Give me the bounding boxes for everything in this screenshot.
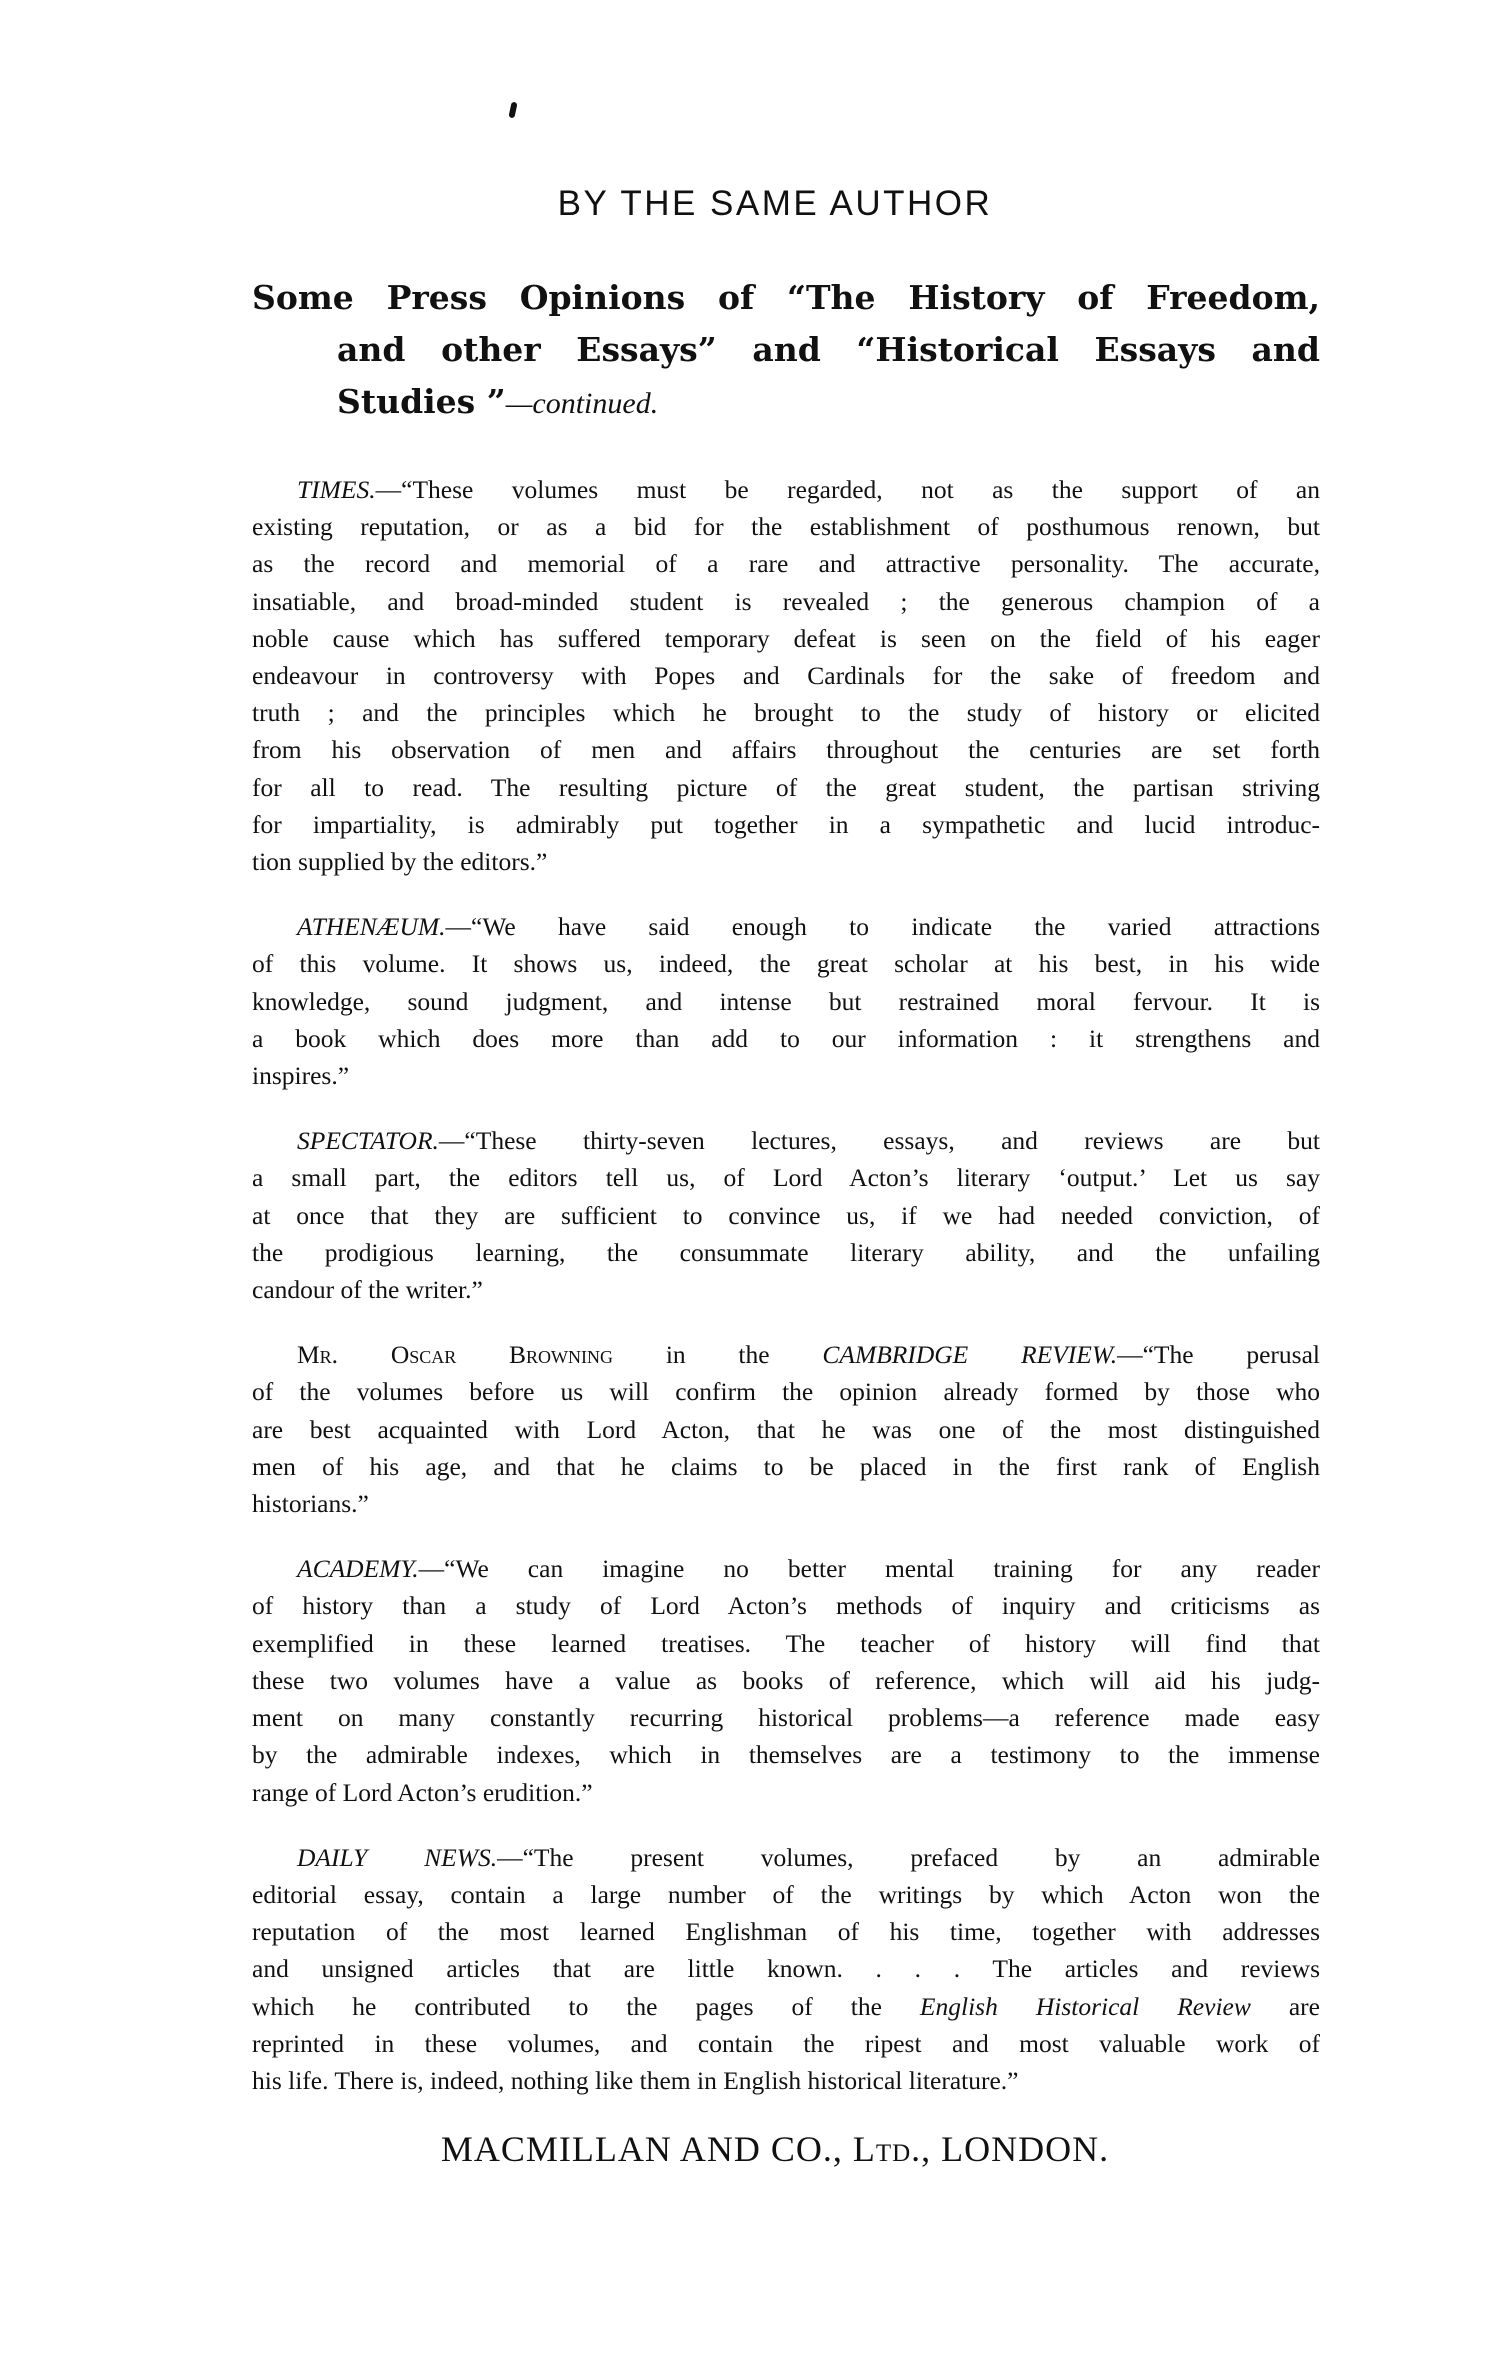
text-line [252, 1550, 1320, 1587]
section-heading [252, 272, 1320, 430]
quote-text: —“We can imagine no better mental training for any reader [418, 1554, 1320, 1584]
quote-text: —“These volumes must be regarded, not as the support of an [375, 475, 1320, 504]
quote-text: at once that they are sufficient to convince us, if we had needed conviction, of [252, 1200, 1320, 1230]
quote-text: historians.” [252, 1489, 369, 1519]
heading-line [252, 376, 1320, 430]
heading-line: and other Essays” and “Historical Essays and [337, 330, 1320, 369]
text-line [252, 945, 1320, 982]
quote-text: inspires.” [252, 1061, 350, 1091]
quote-text: in the [613, 1340, 823, 1370]
continued-label: —continued. [505, 387, 659, 420]
quote-text: his life. There is, indeed, nothing like them in English historical literature.” [252, 2065, 1019, 2095]
quote-text: noble cause which has suffered temporary defeat is seen on the field of his eager [252, 623, 1320, 653]
source-name: CAMBRIDGE REVIEW. [822, 1340, 1118, 1370]
text-line [252, 1448, 1320, 1485]
text-line [252, 2025, 1320, 2062]
quote-text: a small part, the editors tell us, of Lord Acton’s literary ‘output.’ Let us say [252, 1163, 1320, 1193]
text-line [252, 471, 1320, 508]
text-line [252, 1485, 1320, 1522]
text-line [252, 1625, 1320, 1662]
text-line [252, 731, 1320, 768]
press-opinions [252, 471, 1320, 2127]
quote-text: which he contributed to the pages of the [252, 1991, 920, 2021]
text-line [252, 620, 1320, 657]
quote-text: tion supplied by the editors.” [252, 847, 548, 877]
quote-text: editorial essay, contain a large number of the writings by which Acton won the [252, 1879, 1320, 1909]
text-line [252, 1020, 1320, 1057]
publisher-name: MACMILLAN AND CO., [440, 2129, 853, 2169]
source-name: TIMES. [297, 475, 376, 504]
quote-text: of history than a study of Lord Acton’s methods of inquiry and criticisms as [252, 1591, 1320, 1621]
text-line [252, 2062, 1320, 2099]
review-paragraph [252, 471, 1320, 880]
quote-text: are best acquainted with Lord Acton, that he was one of the most distinguished [252, 1414, 1320, 1444]
source-name: SPECTATOR. [297, 1126, 439, 1156]
text-line [252, 806, 1320, 843]
review-paragraph [252, 1839, 1320, 2099]
quote-text: —“The perusal [1117, 1340, 1320, 1370]
review-paragraph [252, 1336, 1320, 1522]
source-name: ACADEMY. [297, 1554, 419, 1584]
review-paragraph [252, 1550, 1320, 1810]
quote-text: —“We have said enough to indicate the varied attractions [445, 912, 1320, 942]
text-line [252, 1271, 1320, 1308]
source-name: ATHENÆUM. [297, 912, 446, 942]
text-line [252, 769, 1320, 806]
quote-text: a book which does more than add to our information : it strengthens and [252, 1023, 1320, 1053]
quote-text: from his observation of men and affairs throughout the centuries are set forth [252, 735, 1320, 765]
publisher-city: , LONDON. [921, 2129, 1110, 2169]
quote-text: exemplified in these learned treatises. The teacher of history will find that [252, 1628, 1320, 1658]
text-line [252, 1913, 1320, 1950]
text-line [252, 1699, 1320, 1736]
text-line [252, 1057, 1320, 1094]
text-line [252, 1122, 1320, 1159]
quote-text: these two volumes have a value as books of reference, which will aid his judg- [252, 1665, 1320, 1695]
text-line [252, 1736, 1320, 1773]
text-line [252, 1373, 1320, 1410]
source-name: English Historical Review [919, 1991, 1251, 2021]
quote-text: as the record and memorial of a rare and attractive personality. The accurate, [252, 549, 1320, 579]
text-line [252, 1197, 1320, 1234]
heading-text: Studies ” [337, 382, 506, 421]
text-line [252, 908, 1320, 945]
review-paragraph [252, 1122, 1320, 1308]
quote-text: are [1250, 1991, 1320, 2021]
quote-text: reprinted in these volumes, and contain the ripest and most valuable work of [252, 2028, 1320, 2058]
text-line [252, 1587, 1320, 1624]
text-line [252, 583, 1320, 620]
quote-text: existing reputation, or as a bid for the establishment of posthumous renown, but [252, 512, 1320, 542]
quote-text: reputation of the most learned Englishman of his time, together with addresses [252, 1917, 1320, 1947]
ink-mark [508, 102, 517, 119]
quote-text: for all to read. The resulting picture of the great student, the partisan striving [252, 772, 1320, 802]
text-line [252, 843, 1320, 880]
quote-text: men of his age, and that he claims to be placed in the first rank of English [252, 1451, 1320, 1481]
text-line [252, 508, 1320, 545]
page-title: BY THE SAME AUTHOR [557, 184, 993, 223]
review-paragraph [252, 908, 1320, 1094]
text-line [252, 1336, 1320, 1373]
quote-text: endeavour in controversy with Popes and Cardinals for the sake of freedom and [252, 661, 1320, 691]
quote-text: of the volumes before us will confirm the opinion already formed by those who [252, 1377, 1320, 1407]
text-line [252, 1411, 1320, 1448]
heading-line: Some Press Opinions of “The History of Freedom, [252, 278, 1320, 317]
quote-text: for impartiality, is admirably put together in a sympathetic and lucid introduc- [252, 809, 1320, 839]
quote-text: truth ; and the principles which he brought to the study of history or elicited [252, 698, 1320, 728]
quote-text: the prodigious learning, the consummate literary ability, and the unfailing [252, 1237, 1320, 1267]
reviewer-name: Mr. Oscar Browning [297, 1340, 614, 1370]
text-line [252, 1774, 1320, 1811]
text-line [252, 545, 1320, 582]
quote-text: by the admirable indexes, which in themselves are a testimony to the immense [252, 1740, 1320, 1770]
quote-text: candour of the writer.” [252, 1275, 483, 1305]
quote-text: and unsigned articles that are little known. . . . The articles and reviews [252, 1954, 1320, 1984]
text-line [252, 1988, 1320, 2025]
text-line [252, 983, 1320, 1020]
quote-text: insatiable, and broad-minded student is revealed ; the generous champion of a [252, 586, 1320, 616]
text-line [252, 1662, 1320, 1699]
publisher-ltd: Ltd. [852, 2129, 922, 2169]
text-line [252, 1839, 1320, 1876]
quote-text: —“The present volumes, prefaced by an admirable [497, 1842, 1320, 1872]
quote-text: knowledge, sound judgment, and intense but restrained moral fervour. It is [252, 986, 1320, 1016]
quote-text: ment on many constantly recurring historical problems—a reference made easy [252, 1703, 1320, 1733]
text-line [252, 1234, 1320, 1271]
source-name: DAILY NEWS. [297, 1842, 498, 1872]
text-line [252, 657, 1320, 694]
text-line [252, 1159, 1320, 1196]
quote-text: —“These thirty-seven lectures, essays, and reviews are but [438, 1126, 1320, 1156]
quote-text: of this volume. It shows us, indeed, the great scholar at his best, in his wide [252, 949, 1320, 979]
publisher-imprint [0, 2128, 1500, 2170]
text-line [252, 1950, 1320, 1987]
quote-text: range of Lord Acton’s erudition.” [252, 1777, 593, 1807]
text-line [252, 1876, 1320, 1913]
text-line [252, 694, 1320, 731]
